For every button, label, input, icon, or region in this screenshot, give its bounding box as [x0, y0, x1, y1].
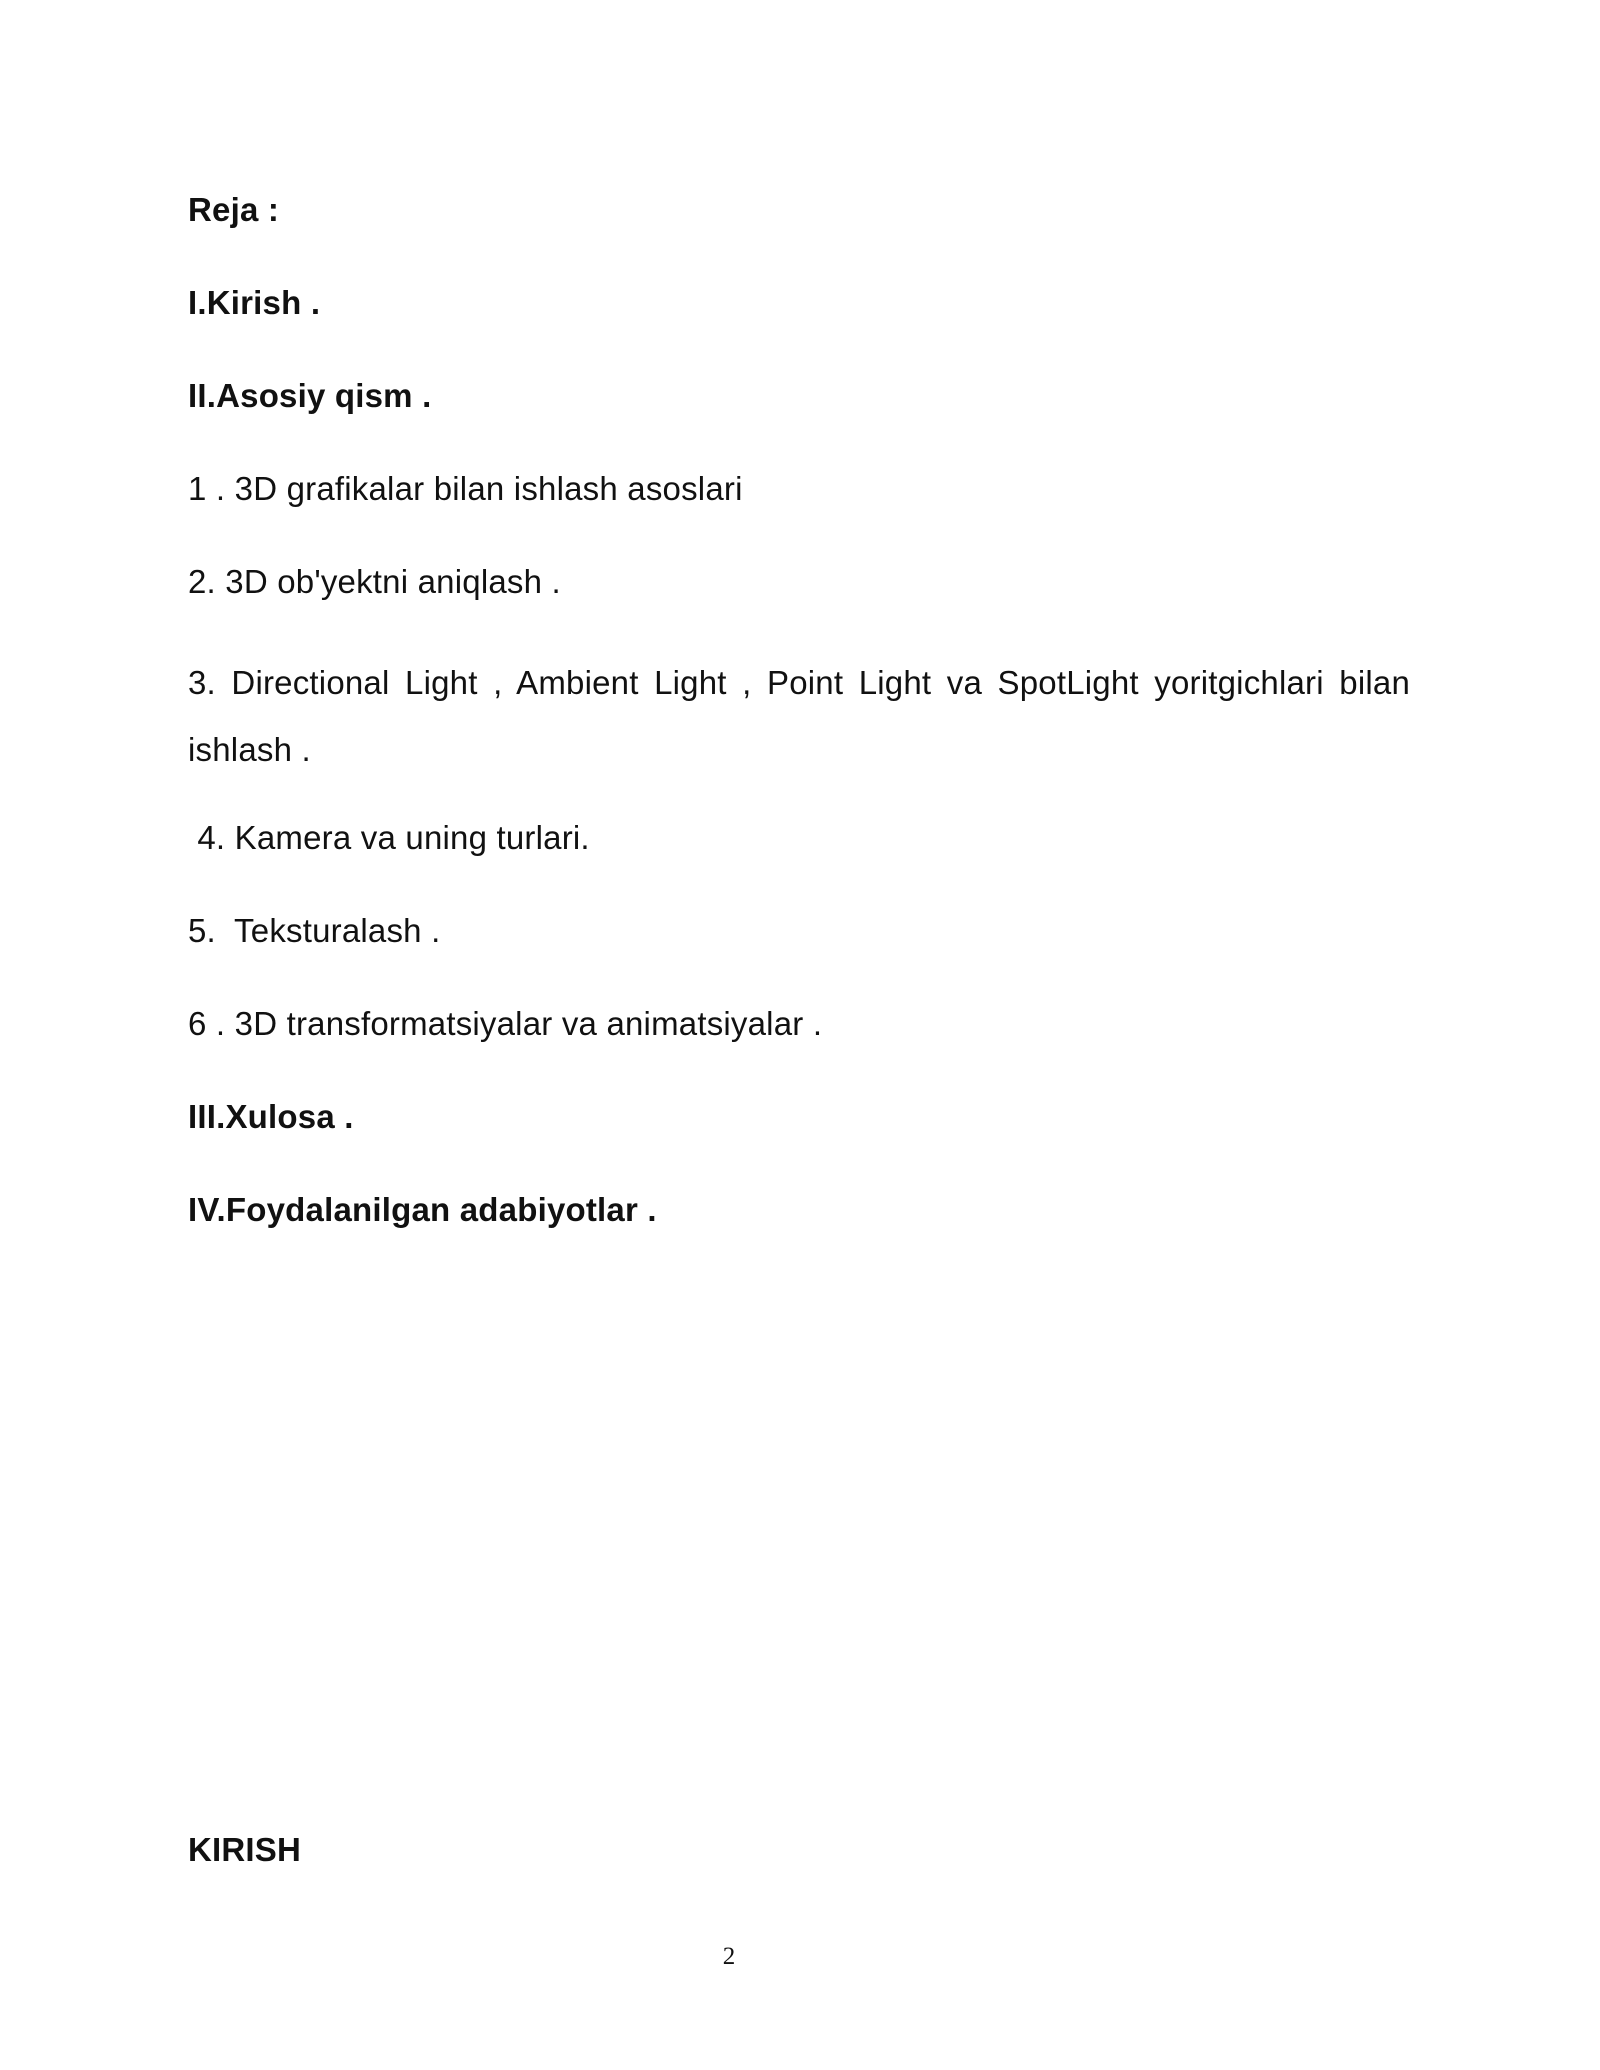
plan-item-3d-object-definition: 2. 3D ob'yektni aniqlash .: [188, 563, 561, 600]
section-title: KIRISH: [188, 1831, 302, 1868]
plan-item-intro: I.Kirish .: [188, 284, 321, 321]
plan-heading: Reja :: [188, 191, 280, 228]
page-number: 2: [722, 1943, 736, 1970]
plan-item-main-part: II.Asosiy qism .: [188, 377, 432, 414]
plan-item-3d-transformations: 6 . 3D transformatsiyalar va animatsiyalar .: [188, 1005, 823, 1042]
plan-item-lighting: 3. Directional Light , Ambient Light , Point Light va SpotLight yoritgichlari bilan ishlash .: [188, 664, 1410, 768]
plan-item-texturing: 5. Teksturalash .: [188, 912, 441, 949]
plan-item-references: IV.Foydalanilgan adabiyotlar .: [188, 1191, 657, 1228]
plan-item-conclusion: III.Xulosa .: [188, 1098, 354, 1135]
plan-item-camera-types: 4. Kamera va uning turlari.: [188, 819, 590, 856]
plan-item-3d-graphics-basics: 1 . 3D grafikalar bilan ishlash asoslari: [188, 470, 743, 507]
